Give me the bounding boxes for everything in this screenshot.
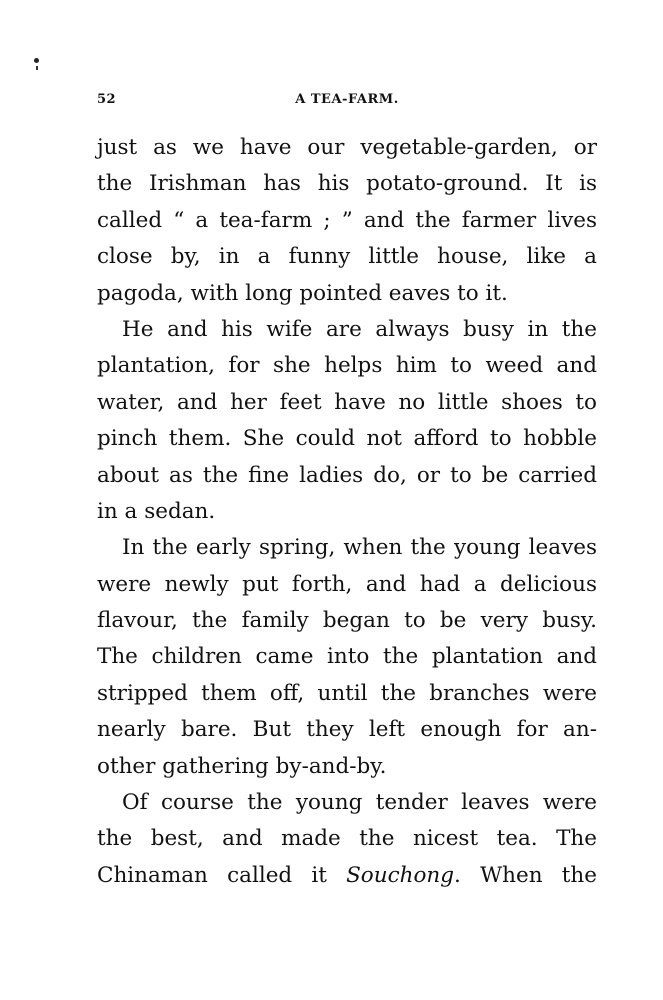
page-number: 52 [97, 92, 117, 107]
text-line: stripped them off, until the branches were [97, 680, 597, 706]
text-line: plantation, for she helps him to weed and [97, 353, 597, 379]
running-title: A TEA-FARM. [295, 92, 399, 107]
text-line: just as we have our vegetable-garden, or [97, 135, 597, 160]
text-line: the Irishman has his potato-ground. It is [97, 171, 597, 197]
paragraph-4 [97, 785, 597, 894]
text-line: the best, and made the nicest tea. The [97, 826, 597, 852]
italic-word: Souchong [346, 862, 455, 888]
text-line: in a sedan. [97, 498, 216, 524]
paragraph-2 [97, 312, 597, 530]
text-line: about as the fine ladies do, or to be carried [97, 462, 597, 488]
text-line: other gathering by-and-by. [97, 753, 387, 779]
text-line: flavour, the family began to be very busy. [97, 608, 597, 634]
body-text [97, 130, 597, 894]
text-line: The children came into the plantation and [97, 644, 597, 670]
text-line: close by, in a funny little house, like a [97, 244, 597, 270]
text-line: called “ a tea-farm ; ” and the farmer lives [97, 207, 597, 233]
paragraph-3 [97, 530, 597, 785]
text-line: pinch them. She could not afford to hobble [97, 426, 597, 452]
paragraph-1 [97, 130, 597, 312]
ink-speck [34, 58, 39, 63]
text-line: In the early spring, when the young leaves [122, 535, 597, 561]
text-line: pagoda, with long pointed eaves to it. [97, 280, 508, 306]
text-line: were newly put forth, and had a delicious [97, 571, 597, 597]
text-line: Chinaman called it Souchong. When the [97, 862, 597, 888]
text-line: He and his wife are always busy in the [122, 316, 597, 342]
page-header [97, 92, 597, 114]
text-line: nearly bare. But they left enough for an- [97, 717, 597, 743]
ink-speck [36, 66, 38, 70]
text-line: Of course the young tender leaves were [122, 790, 597, 816]
text-line: water, and her feet have no little shoes to [97, 389, 597, 415]
